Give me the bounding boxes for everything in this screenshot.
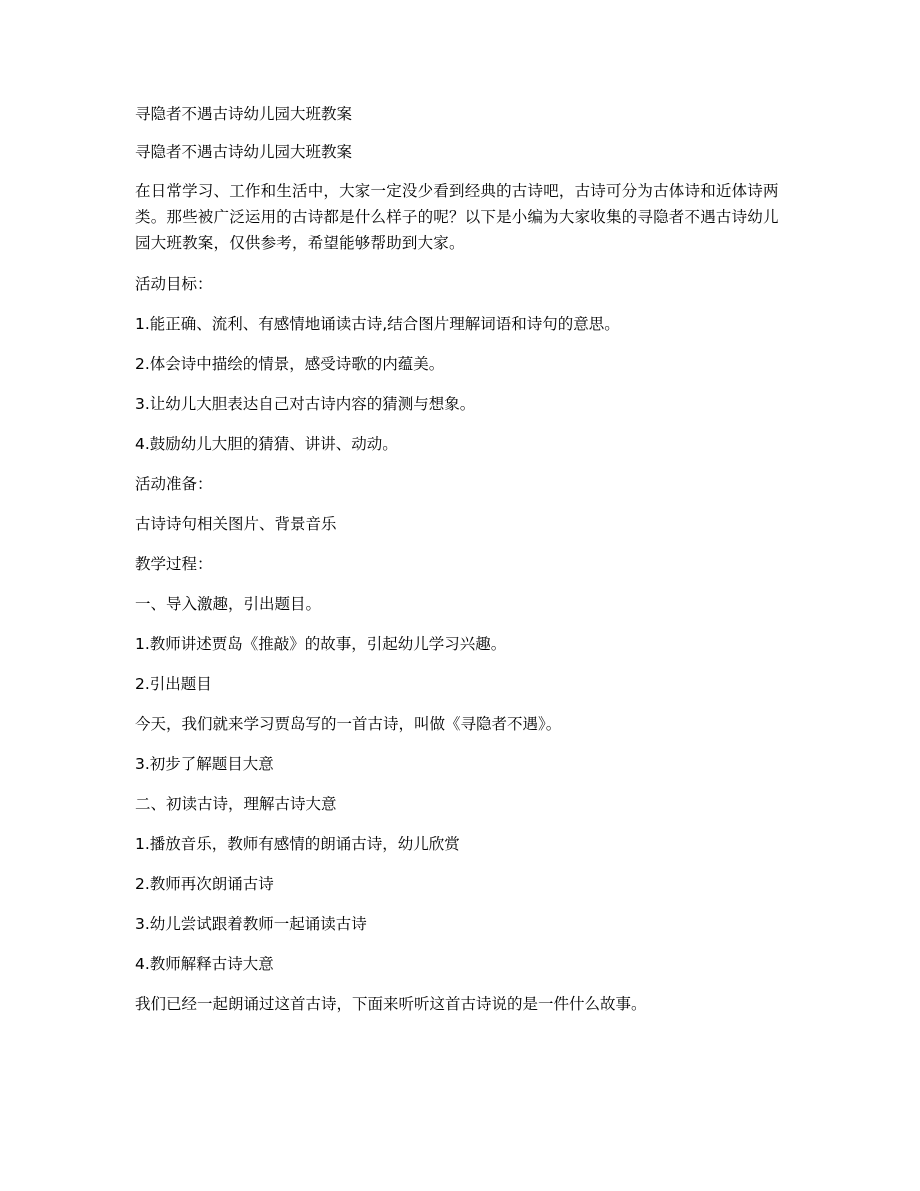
process-step: 2.引出题目 (135, 675, 212, 693)
goal-item: 4.鼓励幼儿大胆的猜猜、讲讲、动动。 (135, 435, 398, 453)
document-subtitle: 寻隐者不遇古诗幼儿园大班教案 (135, 143, 353, 161)
prep-heading: 活动准备： (135, 475, 213, 493)
process-step: 2.教师再次朗诵古诗 (135, 875, 274, 893)
process-step: 1.播放音乐，教师有感情的朗诵古诗，幼儿欣赏 (135, 835, 460, 853)
process-step: 3.初步了解题目大意 (135, 755, 274, 773)
goal-item: 2.体会诗中描绘的情景，感受诗歌的内蕴美。 (135, 355, 445, 373)
goal-item: 1.能正确、流利、有感情地诵读古诗,结合图片理解词语和诗句的意思。 (135, 315, 620, 333)
goals-heading: 活动目标： (135, 275, 213, 293)
process-step: 二、初读古诗，理解古诗大意 (135, 795, 337, 813)
intro-paragraph: 在日常学习、工作和生活中，大家一定没少看到经典的古诗吧，古诗可分为古体诗和近体诗两类。那些被广泛运用的古诗都是什么样子的呢？以下是小编为大家收集的寻隐者不遇古诗幼儿园大班教案，仅供参考，希望能够帮助到大家。 (135, 182, 779, 252)
process-step: 我们已经一起朗诵过这首古诗，下面来听听这首古诗说的是一件什么故事。 (135, 995, 647, 1013)
process-step: 4.教师解释古诗大意 (135, 955, 274, 973)
process-step: 今天，我们就来学习贾岛写的一首古诗，叫做《寻隐者不遇》。 (135, 715, 562, 733)
document-title: 寻隐者不遇古诗幼儿园大班教案 (135, 105, 353, 123)
document-body (135, 102, 785, 1016)
process-step: 3.幼儿尝试跟着教师一起诵读古诗 (135, 915, 367, 933)
process-heading: 教学过程： (135, 555, 213, 573)
process-step: 一、导入激趣，引出题目。 (135, 595, 322, 613)
goal-item: 3.让幼儿大胆表达自己对古诗内容的猜测与想象。 (135, 395, 476, 413)
prep-text: 古诗诗句相关图片、背景音乐 (135, 515, 337, 533)
process-step: 1.教师讲述贾岛《推敲》的故事，引起幼儿学习兴趣。 (135, 635, 507, 653)
